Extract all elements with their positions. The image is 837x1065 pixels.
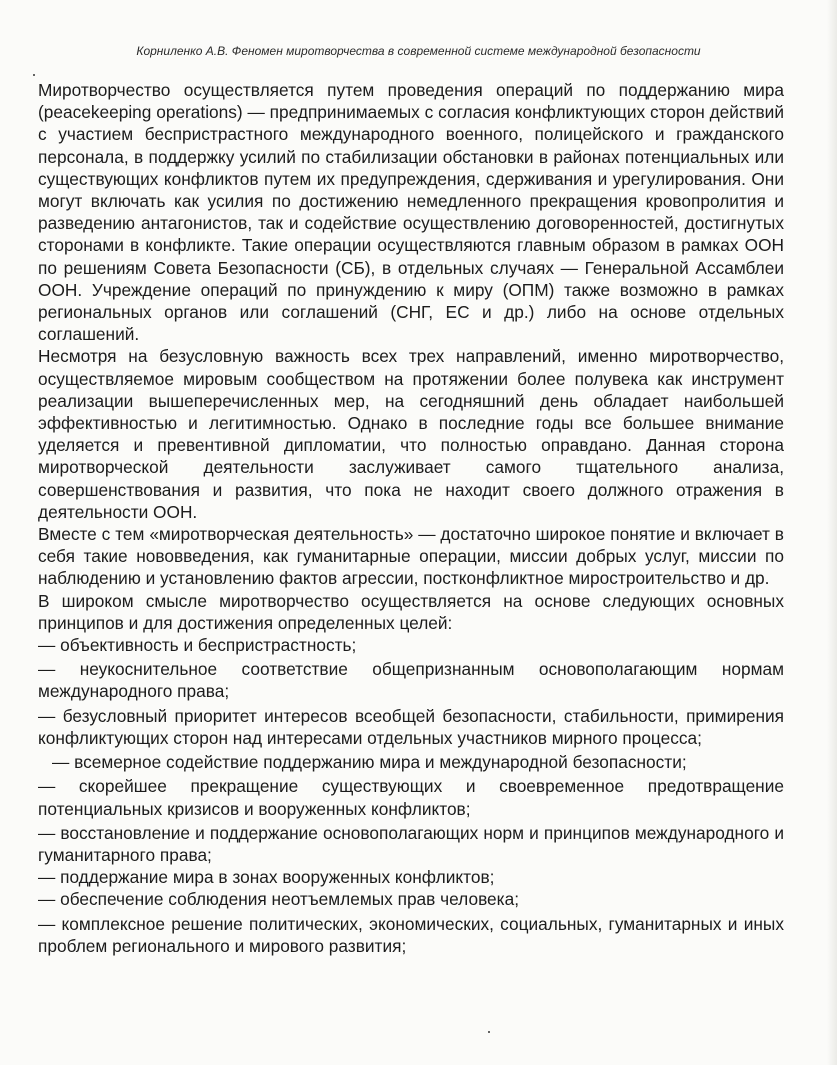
list-item: — обеспечение соблюдения неотъемлемых прав человека; (38, 889, 520, 910)
list-item: — безусловный приоритет интересов всеобщей безопасности, стабильности, примирения конфликтующих сторон над интересами отдельных участников мирного процесса; (38, 705, 784, 748)
document-body (38, 79, 784, 957)
scan-speck (33, 74, 35, 76)
list-item: — восстановление и поддержание основополагающих норм и принципов международного и гуманитарного права; (38, 822, 784, 865)
paragraph-importance: Несмотря на безусловную важность всех трех направлений, именно миротворчество, осуществляемое мировым сообществом на протяжении более полувека как инструмент реализации вышеперечисленных мер, на сегодняшний день обладает наибольшей эффективностью и легитимностью. Однако в последние годы все большее внимание уделяется и превентивной дипломатии, что полностью оправдано. Данная сторона миротворческой деятельности заслуживает самого тщательного анализа, совершенствования и развития, что пока не находит своего должного отражения в деятельности ООН. (38, 346, 784, 522)
list-item: — объективность и беспристрастность; (38, 635, 357, 656)
principles-list (38, 634, 784, 957)
list-item: — скорейшее прекращение существующих и своевременное предотвращение потенциальных кризисов и вооруженных конфликтов; (38, 776, 784, 819)
paragraph-peacekeeping-definition: Миротворчество осуществляется путем проведения операций по поддержанию мира (peacekeeping operations) — предпринимаемых с согласия конфликтующих сторон действий с участием беспристрастного международного военного, полицейского и гражданского персонала, в поддержку усилий по стабилизации обстановки в районах потенциальных или существующих конфликтов путем их предупреждения, сдерживания и урегулирования. Они могут включать как усилия по достижению немедленного прекращения кровопролития и разведению антагонистов, так и содействие осуществлению договоренностей, достигнутых сторонами в конфликте. Такие операции осуществляются главным образом в рамках ООН по решениям Совета Безопасности (СБ), в отдельных случаях — Генеральной Ассамблеи ООН. Учреждение операций по принуждению к миру (ОПМ) также возможно в рамках региональных органов или соглашений (СНГ, ЕС и др.) либо на основе отдельных соглашений. (38, 80, 784, 345)
list-item: — неукоснительное соответствие общепризнанным основополагающим нормам международного права; (38, 659, 784, 702)
list-item: — комплексное решение политических, экономических, социальных, гуманитарных и иных проблем регионального и мирового развития; (38, 913, 784, 956)
paragraph-broad-concept: Вместе с тем «миротворческая деятельность» — достаточно широкое понятие и включает в себя такие нововведения, как гуманитарные операции, миссии добрых услуг, миссии по наблюдению и установлению фактов агрессии, постконфликтное миростроительство и др. (38, 524, 784, 589)
running-header: Корниленко А.В. Феномен миротворчества в современной системе международной безопасности (136, 44, 701, 58)
page-edge (827, 0, 837, 1065)
list-item: — всемерное содействие поддержанию мира и международной безопасности; (52, 752, 687, 773)
paragraph-principles-intro: В широком смысле миротворчество осуществляется на основе следующих основных принципов и для достижения определенных целей: (38, 590, 784, 633)
scan-speck (488, 1031, 490, 1033)
list-item: — поддержание мира в зонах вооруженных конфликтов; (38, 867, 495, 888)
